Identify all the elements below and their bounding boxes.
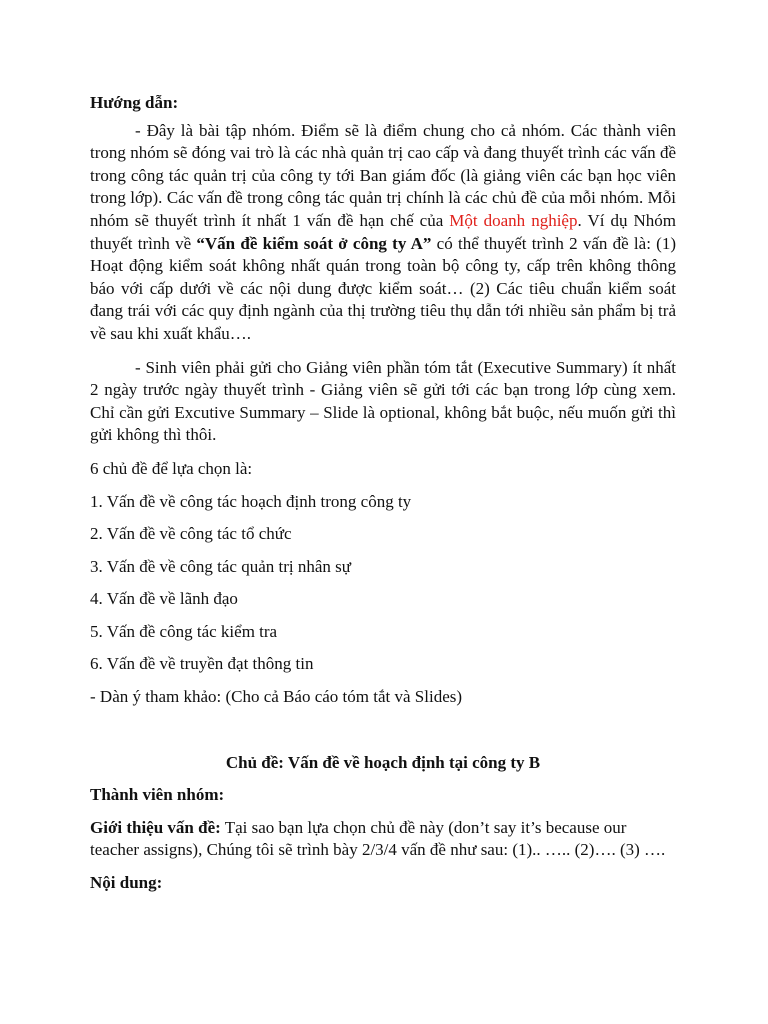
topic-item-1: 1. Vấn đề về công tác hoạch định trong công ty xyxy=(90,491,412,511)
outline-title: Chủ đề: Vấn đề về hoạch định tại công ty B xyxy=(225,752,541,772)
outline-note: - Dàn ý tham khảo: (Cho cả Báo cáo tóm tắt và Slides) xyxy=(90,687,463,707)
intro-text: Tại sao bạn lựa chọn chủ đề này (don’t say it’s because our teacher assigns), Chúng tôi sẽ trình bày 2/3/4 vấn đề như sau: (1).. ….. (2)…. (3) …. xyxy=(90,817,666,860)
guide-paragraph-2: - Sinh viên phải gửi cho Giảng viên phần tóm tắt (Executive Summary) ít nhất 2 ngày trước ngày thuyết trình - Giảng viên sẽ gửi tới các bạn trong lớp cùng xem. Chỉ cần gửi Excutive Summary – Slide là optional, không bắt buộc, nếu muốn gửi thì gửi không thì thôi. xyxy=(90,357,676,445)
guide-paragraph-1-text-a: - Đây là bài tập nhóm. Điểm sẽ là điểm chung cho cả nhóm. Các thành viên trong nhóm sẽ đóng vai trò là các nhà quản trị cao cấp và đang thuyết trình các vấn đề trong công tác quản trị của công ty tới Ban giám đốc (là giảng viên các bạn học viên trong lớp). Các vấn đề trong công tác quản trị chính là các chủ đề của mỗi nhóm. Mỗi nhóm sẽ thuyết trình ít nhất 1 vấn đề hạn chế của xyxy=(90,120,676,230)
topic-item-3: 3. Vấn đề về công tác quản trị nhân sự xyxy=(90,556,351,576)
intro-paragraph xyxy=(90,817,676,862)
topic-item-2: 2. Vấn đề về công tác tổ chức xyxy=(90,524,292,544)
topic-item-4: 4. Vấn đề về lãnh đạo xyxy=(90,589,238,609)
topics-intro: 6 chủ đề để lựa chọn là: xyxy=(90,458,253,478)
content-label: Nội dung: xyxy=(90,873,163,893)
guide-paragraph-1 xyxy=(90,120,676,346)
topic-item-6: 6. Vấn đề về truyền đạt thông tin xyxy=(90,654,314,674)
guide-paragraph-1-text-c: có thể thuyết trình 2 vấn đề là: (1) Hoạt động kiểm soát không nhất quán trong toàn bộ công ty, cấp trên không thông báo với cấp dưới về các nội dung được kiểm soát… (2) Các tiêu chuẩn kiểm soát đang trái với các quy định ngành của thị trường tiêu thụ dẫn tới nhiều sản phẩm bị trả về sau khi xuất khẩu…. xyxy=(90,233,676,343)
guide-paragraph-1-text-b: . Ví dụ Nhóm thuyết trình về xyxy=(90,210,676,253)
highlighted-phrase: Một doanh nghiệp xyxy=(449,210,578,230)
example-title: “Vấn đề kiểm soát ở công ty A” xyxy=(196,233,432,253)
members-label: Thành viên nhóm: xyxy=(90,785,225,805)
intro-label: Giới thiệu vấn đề: xyxy=(90,817,221,837)
guide-heading: Hướng dẫn: xyxy=(90,93,179,112)
topic-item-5: 5. Vấn đề công tác kiểm tra xyxy=(90,621,278,641)
document-page xyxy=(90,92,676,895)
